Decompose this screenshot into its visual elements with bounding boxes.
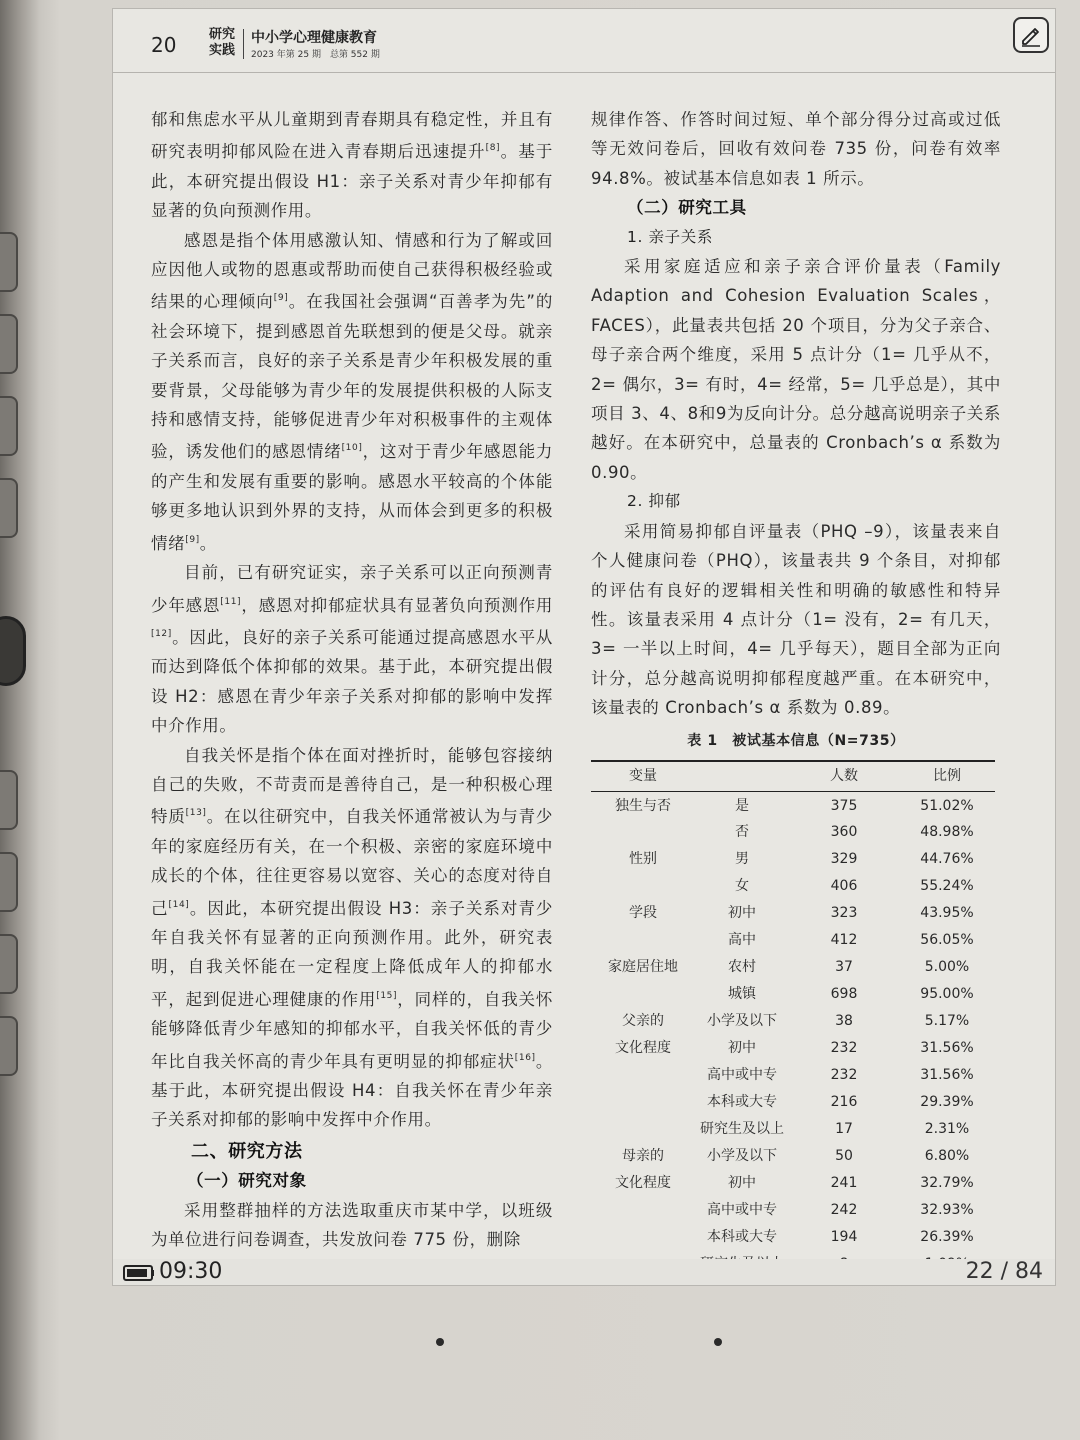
table-cell: 初中 [728,1175,756,1192]
table-row [591,1035,995,1062]
table-cell: 241 [830,1175,858,1192]
paragraph: 目前，已有研究证实，亲子关系可以正向预测青少年感恩[11]，感恩对抑郁症状具有显著负向预测作用[12]。因此，良好的亲子关系可能通过提高感恩水平从而达到降低个体抑郁的效果。基于此，本研究提出假设 H2：感恩在青少年亲子关系对抑郁的影响中发挥中介作用。 [151,563,553,736]
table-cell: 高中 [728,932,756,949]
table-row [591,873,995,900]
page-number: 20 [151,33,177,57]
table-cell: 698 [830,986,858,1003]
table-cell: 56.05% [920,932,974,949]
table-cell: 初中 [728,905,756,922]
side-key-8[interactable] [0,1016,18,1076]
table-cell: 城镇 [728,986,756,1003]
table-row [591,1170,995,1197]
paragraph: 郁和焦虑水平从儿童期到青春期具有稳定性，并且有研究表明抑郁风险在进入青春期后迅速提升[8]。基于此，本研究提出假设 H1：亲子关系对青少年抑郁有显著的负向预测作用。 [151,110,553,221]
paragraph: 自我关怀是指个体在面对挫折时，能够包容接纳自己的失败，不苛责而是善待自己，是一种积极心理特质[13]。在以往研究中，自我关怀通常被认为与青少年的家庭经历有关，在一个积极、亲密的家庭环境中成长的个体，往往更容易以宽容、关心的态度对待自己[14]。因此，本研究提出假设 H3：亲子关系对青少年自我关怀有显著的正向预测作用。此外，研究表明，自我关怀能在一定程度上降低成年人的抑郁水平，起到促进心理健康的作用[15]，同样的，自我关怀能够降低青少年感知的抑郁水平，自我关怀低的青少年比自我关怀高的青少年具有更明显的抑郁症状[16]。基于此，本研究提出假设 H4：自我关怀在青少年亲子关系对抑郁的影响中发挥中介作用。 [151,745,554,1130]
edit-button[interactable] [1013,17,1049,53]
header-divider [243,29,244,59]
table-cell [591,1062,695,1089]
table-row [591,927,995,954]
table-header-row [591,761,995,792]
table-cell: 高中或中专 [707,1067,777,1084]
reader-screen[interactable] [112,8,1056,1286]
journal-issue: 2023 年第 25 期 总第 552 期 [251,50,380,60]
table-cell: 父亲的 [622,1013,664,1030]
table-cell [591,819,695,846]
table-row [591,981,995,1008]
table-cell: 26.39% [920,1229,974,1246]
table-header: 人数 [830,767,858,784]
table-cell: 32.93% [920,1202,974,1219]
table-cell: 男 [735,851,749,868]
table-cell: 232 [830,1040,858,1057]
table-cell: 研究生及以上 [700,1121,784,1138]
table-cell: 小学及以下 [707,1148,777,1165]
table-row [591,1197,995,1224]
status-bar [113,1259,1056,1286]
table-cell [591,873,695,900]
table-cell: 6.80% [924,1148,970,1165]
page-indicator[interactable]: 22 / 84 [965,1259,1043,1284]
demographics-table [591,760,995,1279]
paragraph: 采用整群抽样的方法选取重庆市某中学，以班级为单位进行问卷调查，共发放问卷 775 份，删除 [151,1200,553,1250]
table-cell: 本科或大专 [707,1229,777,1246]
paragraph: 感恩是指个体用感激认知、情感和行为了解或回应因他人或物的恩惠或帮助而使自己获得积极经验或结果的心理倾向[9]。在我国社会强调“百善孝为先”的社会环境下，提到感恩首先联想到的便是父母。就亲子关系而言，良好的亲子关系是青少年积极发展的重要背景，父母能够为青少年的发展提供积极的人际支持和感情支持，能够促进青少年对积极事件的主观体验，诱发他们的感恩情绪[10]，这对于青少年感恩能力的产生和发展有重要的影响。感恩水平较高的个体能够更多地认识到外界的支持，从而体会到更多的积极情绪[9]。 [151,230,554,553]
table-body [591,792,995,1278]
paragraph: 采用家庭适应和亲子亲合评价量表（Family Adaption and Cohesion Evaluation Scales，FACES），此量表共包括 20 个项目，分为父子亲合、母子亲合两个维度，采用 5 点计分（1= 几乎从不，2= 偶尔，3= 有时，4= 经常，5= 几乎总是），其中项目 3、4、8和9为反向计分。总分越高说明亲子关系越好。在本研究中，总量表的 Cronbach’s α 系数为 0.90。 [591,257,1001,482]
table-header [695,761,789,792]
table-cell: 43.95% [920,905,974,922]
side-dial[interactable] [0,616,26,686]
table-cell: 37 [835,959,853,976]
table-cell: 51.02% [920,797,974,814]
table-cell [591,1197,695,1224]
table-cell: 17 [835,1121,853,1138]
indicator-dot [714,1338,722,1346]
table-cell: 242 [830,1202,858,1219]
side-key-7[interactable] [0,934,18,994]
table-cell: 小学及以下 [707,1013,777,1030]
paragraph: 规律作答、作答时间过短、单个部分得分过高或过低等无效问卷后，回收有效问卷 735 份，问卷有效率 94.8%。被试基本信息如表 1 所示。 [591,110,1001,188]
table-cell: 5.17% [924,1013,970,1030]
table-row [591,846,995,873]
table-cell: 31.56% [920,1040,974,1057]
table-row [591,819,995,846]
table-cell: 329 [830,851,858,868]
subsection-heading: （二）研究工具 [627,198,747,218]
document-page [113,9,1056,1259]
right-column [591,105,1001,1279]
table-cell: 32.79% [920,1175,974,1192]
left-column [151,105,553,1254]
subsubsection-heading: 2. 抑郁 [627,492,681,511]
table-row [591,1224,995,1251]
table-cell: 38 [835,1013,853,1030]
table-cell: 375 [830,797,858,814]
table-cell: 学段 [629,905,657,922]
table-cell: 55.24% [920,878,974,895]
table-cell [591,1116,695,1143]
table-cell: 48.98% [920,824,974,841]
table-row [591,1062,995,1089]
table-cell: 31.56% [920,1067,974,1084]
battery-tip [151,1270,154,1276]
table-cell: 文化程度 [615,1175,671,1192]
side-key-3[interactable] [0,396,18,456]
table-cell: 女 [735,878,749,895]
section-heading: 二、研究方法 [191,1140,303,1162]
side-key-5[interactable] [0,770,18,830]
table-cell: 232 [830,1067,858,1084]
side-key-4[interactable] [0,478,18,538]
table-cell: 29.39% [920,1094,974,1111]
table-cell: 95.00% [920,986,974,1003]
table-cell: 否 [735,824,749,841]
table-header: 变量 [629,767,657,784]
table-cell: 5.00% [924,959,970,976]
side-key-1[interactable] [0,232,18,292]
section-tag: 研究实践 [209,27,236,58]
table-cell: 高中或中专 [707,1202,777,1219]
table-cell: 194 [830,1229,858,1246]
table-cell: 性别 [629,851,657,868]
table-cell [591,1224,695,1251]
pencil-edit-icon [1019,23,1043,47]
table-cell: 文化程度 [615,1040,671,1057]
table-row [591,900,995,927]
table-cell: 独生与否 [615,797,671,814]
table-row [591,1089,995,1116]
battery-icon [123,1265,153,1281]
table-cell: 初中 [728,1040,756,1057]
table-row [591,1008,995,1035]
table-row [591,1116,995,1143]
table-cell: 家庭居住地 [608,959,678,976]
table-cell [591,927,695,954]
table-cell: 323 [830,905,858,922]
table-cell [591,981,695,1008]
side-buttons [0,0,22,1440]
table-row [591,1143,995,1170]
page-header [113,9,1056,73]
table-cell: 50 [835,1148,853,1165]
paragraph: 采用简易抑郁自评量表（PHQ –9），该量表来自个人健康问卷（PHQ），该量表共 9 个条目，对抑郁的评估有良好的逻辑相关性和明确的敏感性和特异性。该量表采用 4 点计分（1= 没有，2= 有几天，3= 一半以上时间，4= 几乎每天），题目全部为正向计分，总分越高说明抑郁程度越严重。在本研究中，该量表的 Cronbach’s α 系数为 0.89。 [591,521,1001,718]
table-cell: 母亲的 [622,1148,664,1165]
table-cell: 406 [830,878,858,895]
table-cell: 412 [830,932,858,949]
table-caption: 表 1 被试基本信息（N=735） [687,732,905,749]
indicator-dot [436,1338,444,1346]
table-cell: 360 [830,824,858,841]
table-cell: 2.31% [924,1121,970,1138]
table-cell: 本科或大专 [707,1094,777,1111]
table-header: 比例 [933,767,961,784]
clock: 09:30 [159,1259,223,1284]
table-row [591,954,995,981]
journal-name: 中小学心理健康教育 [251,30,377,46]
table-cell: 是 [735,797,749,814]
table-row [591,792,995,819]
side-key-6[interactable] [0,852,18,912]
table-cell: 216 [830,1094,858,1111]
table-cell: 农村 [728,959,756,976]
table-cell: 44.76% [920,851,974,868]
side-key-2[interactable] [0,314,18,374]
subsubsection-heading: 1. 亲子关系 [627,227,713,246]
table-cell [591,1089,695,1116]
subsection-heading: （一）研究对象 [187,1171,307,1191]
